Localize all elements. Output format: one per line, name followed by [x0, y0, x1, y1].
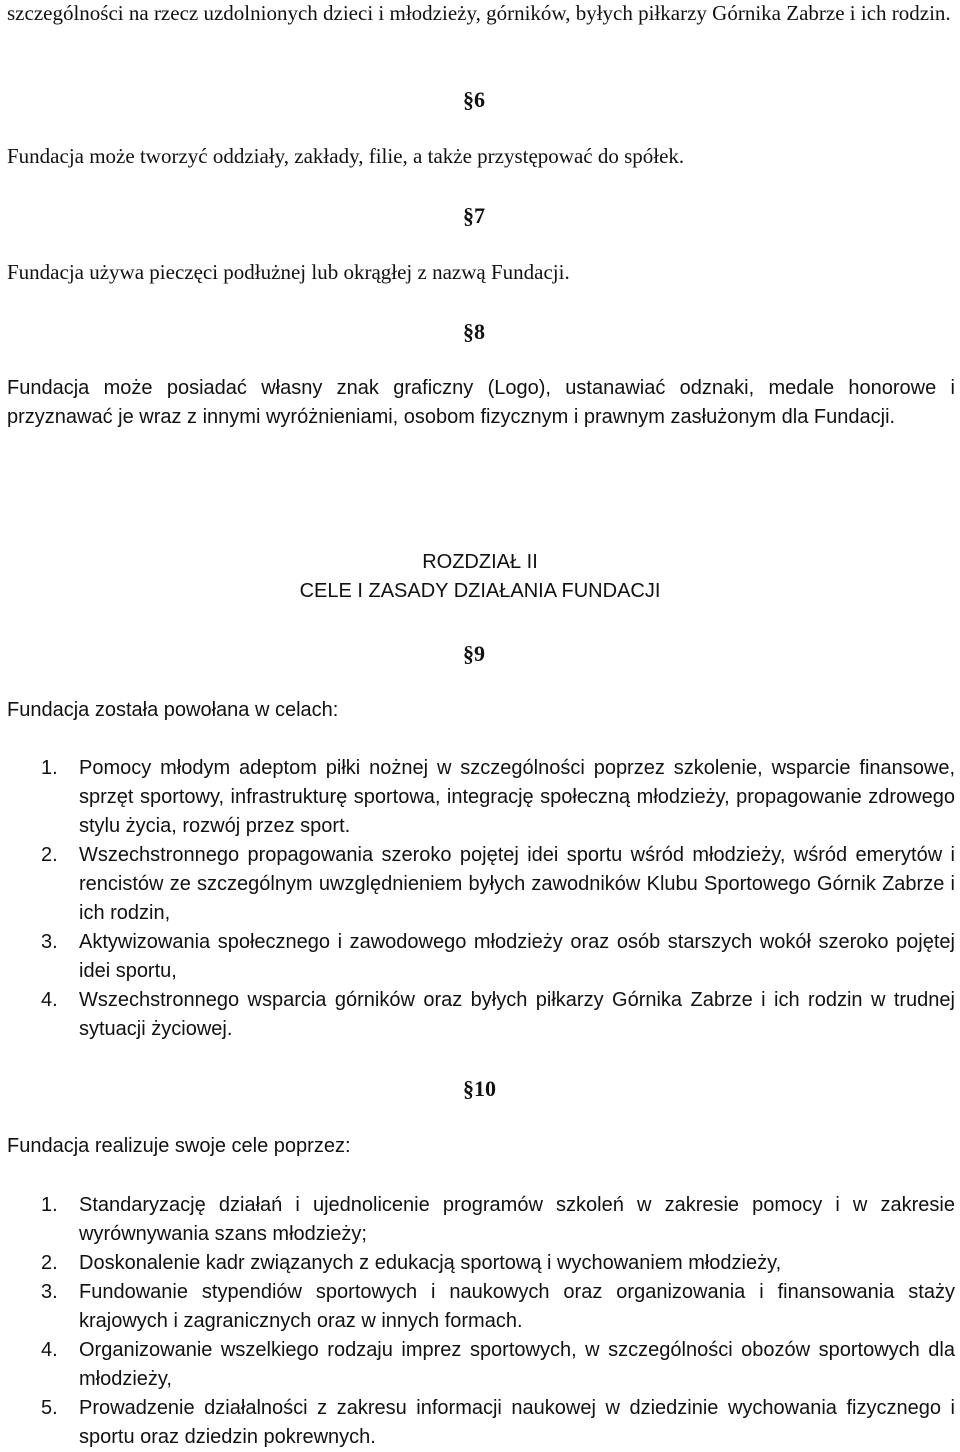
paragraph-fragment: szczególności na rzecz uzdolnionych dzieci i młodzieży, górników, byłych piłkarzy Górnika Zabrze i ich rodzin. [7, 1, 951, 25]
list-item-text: Wszechstronnego propagowania szeroko pojętej idei sportu wśród młodzieży, wśród emerytów i rencistów ze szczególnym uwzględnieniem byłych zawodników Klubu Sportowego Górnik Zabrze i ich rodzin, [79, 844, 955, 924]
section-7-text: Fundacja używa pieczęci podłużnej lub okrągłej z nazwą Fundacji. [7, 260, 570, 284]
list-item-text: Fundowanie stypendiów sportowych i naukowych oraz organizowania i finansowania staży krajowych i zagranicznych oraz w innych formach. [79, 1281, 955, 1332]
list-item-text: Prowadzenie działalności z zakresu informacji naukowej w dziedzinie wychowania fizycznego i sportu oraz dziedzin pokrewnych. [79, 1397, 955, 1448]
list-item-number: 3. [41, 931, 58, 953]
chapter-title: CELE I ZASADY DZIAŁANIA FUNDACJI [299, 580, 661, 602]
list-item-number: 1. [41, 757, 58, 779]
section-6-text: Fundacja może tworzyć oddziały, zakłady, filie, a także przystępować do spółek. [7, 144, 685, 168]
list-item [7, 1191, 955, 1249]
list-item-number: 5. [41, 1397, 58, 1419]
list-item-text: Aktywizowania społecznego i zawodowego młodzieży oraz osób starszych wokół szeroko pojętej idei sportu, [79, 931, 955, 982]
list-item-text: Standaryzację działań i ujednolicenie programów szkoleń w zakresie pomocy i w zakresie wyrównywania szans młodzieży; [79, 1194, 955, 1245]
list-item [7, 841, 955, 928]
list-item-text: Pomocy młodym adeptom piłki nożnej w szczególności poprzez szkolenie, wsparcie finansowe, sprzęt sportowy, infrastrukturę sportowa, integrację społeczną młodzieży, propagowanie zdrowego stylu życia, rozwój przez sport. [79, 757, 955, 837]
list-item [7, 986, 955, 1044]
list-item [7, 754, 955, 841]
section-10-intro: Fundacja realizuje swoje cele poprzez: [7, 1135, 351, 1157]
list-item-text: Organizowanie wszelkiego rodzaju imprez sportowych, w szczególności obozów sportowych dla młodzieży, [79, 1339, 955, 1390]
list-item [7, 1394, 955, 1452]
list-item-number: 4. [41, 989, 58, 1011]
section-heading-6: §6 [463, 87, 485, 112]
list-item [7, 1278, 955, 1336]
section-heading-10: §10 [463, 1076, 496, 1101]
list-item-number: 2. [41, 1252, 58, 1274]
section-9-list [7, 754, 955, 1044]
section-10-list [7, 1191, 955, 1452]
list-item-number: 3. [41, 1281, 58, 1303]
list-item [7, 1249, 955, 1278]
section-9-intro: Fundacja została powołana w celach: [7, 699, 339, 721]
section-8-text: Fundacja może posiadać własny znak graficzny (Logo), ustanawiać odznaki, medale honorowe i przyznawać je wraz z innymi wyróżnieniami, osobom fizycznym i prawnym zasłużonym dla Fundacji. [7, 377, 955, 428]
list-item-text: Wszechstronnego wsparcia górników oraz byłych piłkarzy Górnika Zabrze i ich rodzin w trudnej sytuacji życiowej. [79, 989, 955, 1040]
list-item-number: 1. [41, 1194, 58, 1216]
chapter-number: ROZDZIAŁ II [422, 551, 538, 573]
list-item-text: Doskonalenie kadr związanych z edukacją sportową i wychowaniem młodzieży, [79, 1252, 782, 1274]
section-heading-7: §7 [463, 203, 485, 228]
list-item [7, 1336, 955, 1394]
list-item [7, 928, 955, 986]
section-heading-9: §9 [463, 641, 485, 666]
list-item-number: 4. [41, 1339, 58, 1361]
section-heading-8: §8 [463, 319, 485, 344]
list-item-number: 2. [41, 844, 58, 866]
